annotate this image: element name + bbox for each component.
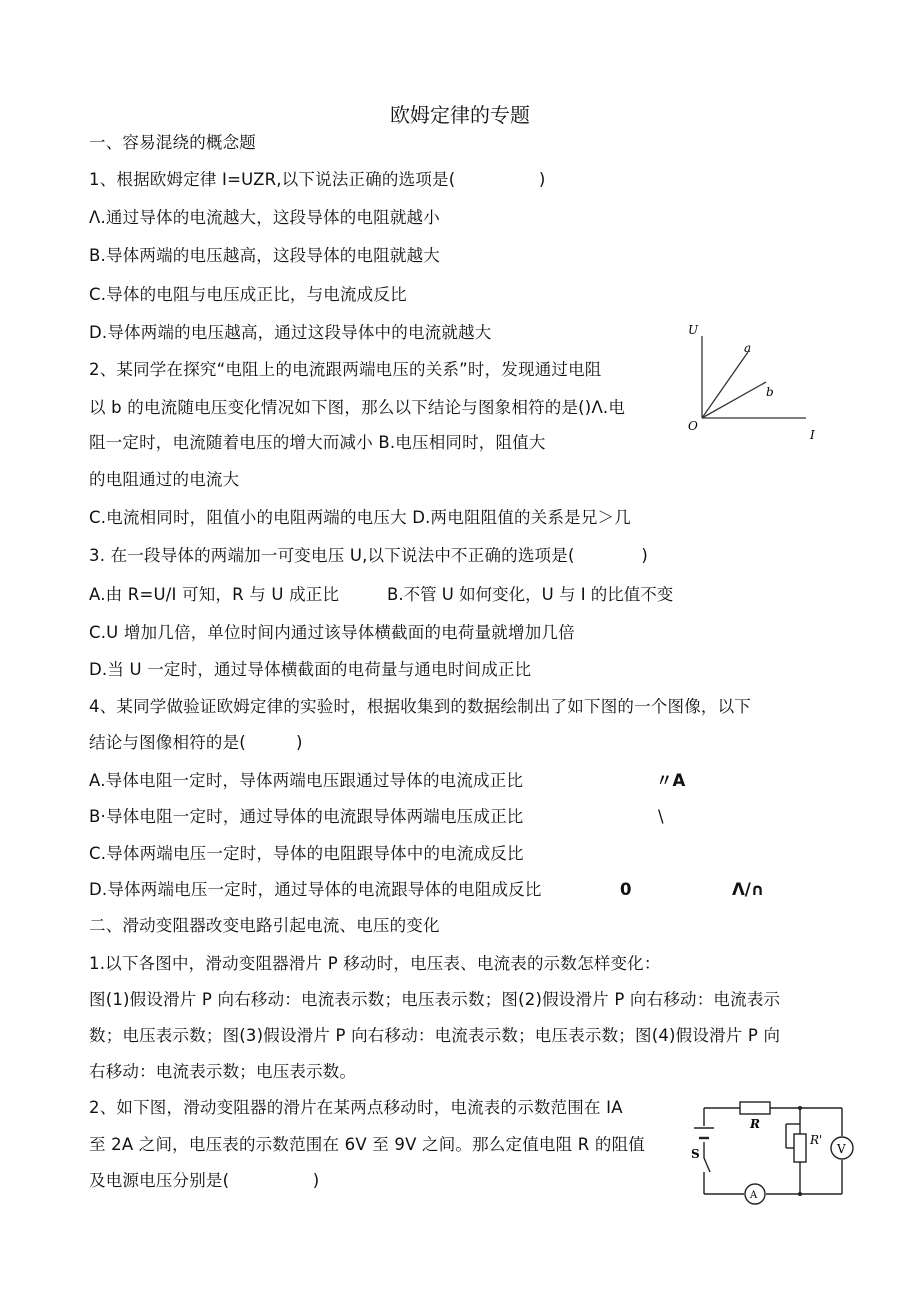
option-1c: C.导体的电阻与电压成正比，与电流成反比 <box>89 285 407 304</box>
section-heading-2: 二、滑动变阻器改变电路引起电流、电压的变化 <box>89 916 440 935</box>
page-title: 欧姆定律的专题 <box>390 103 530 127</box>
section-2-question-2-line-2: 至 2A 之间，电压表的示数范围在 6V 至 9V 之间。那么定值电阻 R 的阻值 <box>89 1135 645 1154</box>
question-2-line-5: C.电流相同时，阻值小的电阻两端的电压大 D.两电阻阻值的关系是兄＞几 <box>89 508 631 527</box>
graph-label-b: b <box>766 385 774 399</box>
resistor-r <box>740 1102 770 1114</box>
graph-line-b <box>702 382 766 418</box>
graph-line-a <box>702 352 748 418</box>
question-2-line-1: 2、某同学在探究“电阻上的电流跟两端电压的关系”时，发现通过电阻 <box>89 360 602 379</box>
graph-label-a: a <box>744 341 752 355</box>
option-1a: Λ.通过导体的电流越大，这段导体的电阻就越小 <box>89 208 440 227</box>
option-4c: C.导体两端电压一定时，导体的电阻跟导体中的电流成反比 <box>89 844 524 863</box>
section-2-question-1-line-2: 图(1)假设滑片 P 向右移动：电流表示数；电压表示数；图(2)假设滑片 P 向右移动：电流表示 <box>89 990 781 1009</box>
section-heading-1: 一、容易混绕的概念题 <box>89 133 256 152</box>
figure2-label-top: 〃A <box>656 771 686 790</box>
question-2-line-4: 的电阻通过的电流大 <box>89 470 240 489</box>
question-1: 1、根据欧姆定律 I=UZR,以下说法正确的选项是( ) <box>89 170 546 189</box>
question-2-line-3: 阻一定时，电流随着电压的增大而减小 B.电压相同时，阻值大 <box>89 433 546 452</box>
circuit-label-r-prime: R' <box>810 1133 823 1147</box>
section-2-question-2-line-1: 2、如下图，滑动变阻器的滑片在某两点移动时，电流表的示数范围在 IA <box>89 1098 623 1117</box>
circuit-label-a: A <box>750 1190 758 1201</box>
option-3b: B.不管 U 如何变化，U 与 I 的比值不变 <box>387 585 674 604</box>
question-4-line-1: 4、某同学做验证欧姆定律的实验时，根据收集到的数据绘制出了如下图的一个图像，以下 <box>89 697 751 716</box>
option-1b: B.导体两端的电压越高，这段导体的电阻就越大 <box>89 246 440 265</box>
question-3: 3. 在一段导体的两端加一可变电压 U,以下说法中不正确的选项是( ) <box>89 546 649 565</box>
circuit-diagram-figure <box>690 1098 860 1204</box>
section-2-question-1-line-3: 数；电压表示数；图(3)假设滑片 P 向右移动：电流表示数；电压表示数；图(4)假设滑片 P 向 <box>89 1026 781 1045</box>
option-4d: D.导体两端电压一定时，通过导体的电流跟导体的电阻成反比 <box>89 880 542 899</box>
graph-label-u: U <box>688 323 699 337</box>
rheostat-r-prime <box>794 1134 806 1162</box>
section-2-question-1: 1.以下各图中，滑动变阻器滑片 P 移动时，电压表、电流表的示数怎样变化： <box>89 954 661 973</box>
circuit-label-s: S <box>691 1147 700 1161</box>
section-2-question-2-line-3: 及电源电压分别是( ) <box>89 1171 320 1190</box>
graph-label-o: O <box>688 419 698 433</box>
section-2-question-1-line-4: 右移动：电流表示数；电压表示数。 <box>89 1062 357 1081</box>
circuit-label-v: V <box>837 1142 846 1156</box>
option-3d: D.当 U 一定时，通过导体横截面的电荷量与通电时间成正比 <box>89 660 532 679</box>
figure2-label-mid: \ <box>658 807 664 826</box>
option-4b: B·导体电阻一定时，通过导体的电流跟导体两端电压成正比 <box>89 807 524 826</box>
figure2-label-axis: Λ/∩ <box>732 880 765 899</box>
option-1d: D.导体两端的电压越高，通过这段导体中的电流就越大 <box>89 323 492 342</box>
option-3a: A.由 R=U/I 可知，R 与 U 成正比 <box>89 585 340 604</box>
question-2-line-2: 以 b 的电流随电压变化情况如下图，那么以下结论与图象相符的是()Λ.电 <box>89 398 626 417</box>
question-4-line-2: 结论与图像相符的是( ) <box>89 733 303 752</box>
u-i-graph-figure <box>684 322 824 447</box>
option-3c: C.U 增加几倍，单位时间内通过该导体横截面的电荷量就增加几倍 <box>89 623 575 642</box>
option-4a: A.导体电阻一定时，导体两端电压跟通过导体的电流成正比 <box>89 771 524 790</box>
graph-label-i: I <box>810 428 815 442</box>
circuit-label-r: R <box>750 1117 760 1131</box>
figure2-label-zero: 0 <box>620 880 632 899</box>
